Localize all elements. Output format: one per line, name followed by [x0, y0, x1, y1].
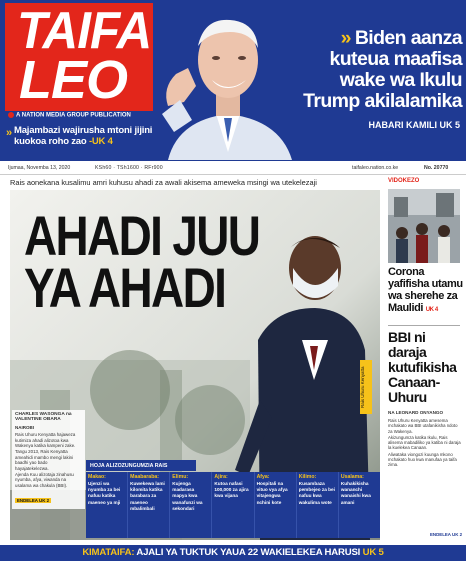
teaser-page-ref: -UK 4: [88, 136, 113, 147]
sidebar-photo-headline-text: Corona yafifisha utamu wa sherehe za Maulidi: [388, 266, 463, 314]
keypoint: [86, 472, 128, 538]
sidebar-paragraph: Aliwataka viongozi kuunga mkono mchakato huo kwa manufaa ya taifa zima.: [388, 451, 457, 468]
bottom-teaser-ref: UK 5: [362, 547, 384, 558]
bottom-teaser-text: AJALI YA TUKTUK YAUA 22 WAKIELEKEA HARUSI: [134, 547, 363, 558]
teaser-headline[interactable]: [14, 125, 154, 147]
sidebar-photo: [388, 189, 460, 263]
sidebar-story: [388, 418, 462, 469]
keypoint-body: Kutoa nafasi 100,000 za ajira kwa vijana: [214, 481, 249, 499]
keypoint-body: Hospitali na vituo vya afya vitajengwa nchini kote: [256, 481, 288, 505]
keypoint-head: Afya:: [256, 474, 270, 480]
keypoint: [297, 472, 339, 538]
logo[interactable]: [5, 3, 153, 111]
quote-icon: »: [6, 127, 13, 139]
sidebar-paragraph: Rais Uhuru Kenyatta amesema mchakato wa BBI utafanikisha ndoto za Wakenya.: [388, 418, 458, 434]
main-subheadline: Rais aonekana kusalimu amri kuhusu ahadi za awali akisema ameweka msingi wa utekelezaji: [10, 178, 317, 187]
sidebar-paragraph: Akizungumza katika Ikulu, Rais alisema mabadiliko ya katiba ni daraja la kuelekea Canaan.: [388, 434, 461, 451]
main-headline-line2[interactable]: YA AHADI: [24, 256, 226, 319]
website-link[interactable]: taifaleo.nation.co.ke: [352, 165, 399, 171]
publisher-text: A NATION MEDIA GROUP PUBLICATION: [16, 112, 131, 119]
issue-prices: KSh60 · TSh1600 · RFr900: [95, 165, 163, 171]
keypoint: [170, 472, 212, 538]
issue-number: No. 20770: [424, 165, 449, 171]
keypoint: [212, 472, 254, 538]
keypoint-body: Kuhakikisha wananchi wanaishi kwa amani: [340, 481, 371, 505]
keypoint: [339, 472, 380, 538]
publisher-line: [8, 112, 158, 119]
story-paragraph: Ajenda Kuu alizotaja zinahusu nyumba, afya, viwanda na usalama wa chakula (BBI).: [15, 472, 74, 488]
main-headline-line1[interactable]: AHADI JUU: [24, 204, 260, 267]
keypoint-body: Ujenzi wa nyumba za bei nafuu katika maeneo ya mji: [88, 481, 121, 505]
publisher-icon: [8, 112, 14, 118]
keypoint-head: Ajira:: [214, 474, 228, 480]
bottom-teaser-label: KIMATAIFA:: [82, 547, 135, 558]
page-footer-space: [0, 561, 466, 571]
date-bar: [0, 161, 466, 175]
lead-portrait-photo: [158, 2, 298, 160]
story-paragraph: Rais Uhuru Kenyatta hajaweza kutimiza ahadi alizotoa kwa Wakenya katika kampeni zake.: [15, 432, 76, 449]
keypoint: [128, 472, 170, 538]
bottom-teaser[interactable]: [0, 545, 466, 561]
main-story[interactable]: [12, 410, 85, 509]
keypoints-panel: [86, 472, 380, 538]
story-continue-link[interactable]: ENDELEA UK 2: [17, 498, 50, 504]
keypoint-body: Kujenga madarasa mapya kwa wanafunzi wa sekondari: [172, 481, 203, 511]
keypoint-body: Kuwekewa lami kilomita katika barabara za maeneo mbalimbali: [130, 481, 165, 511]
story-dateline: NAIROBI: [15, 424, 34, 430]
sidebar-byline: NA LEONARD ONYANGO: [388, 410, 444, 415]
teaser-text: Majambazi wajirusha mtoni jijini kuokoa roho zao: [14, 125, 153, 147]
sidebar-continue-link[interactable]: ENDELEA UK 2: [430, 532, 463, 537]
issue-date: Ijumaa, Novemba 13, 2020: [8, 165, 71, 171]
sidebar-photo-ref: UK 4: [425, 307, 438, 313]
keypoint-head: Kilimo:: [298, 474, 317, 480]
keypoint-head: Maabaraba:: [130, 474, 159, 480]
sidebar-photo-headline[interactable]: [388, 266, 464, 316]
lead-headline-text: Biden aanza kuteua maafisa wake wa Ikulu Trump akilalamika: [303, 27, 462, 112]
sidebar-headline[interactable]: BBI ni daraja kutufikisha Canaan-Uhuru: [388, 329, 457, 405]
keypoint: [255, 472, 297, 538]
keypoint-body: Kusambaza pembejeo za bei nafuu kwa wakulima wote: [298, 481, 335, 505]
keypoint-head: Usalama:: [340, 474, 364, 480]
lead-headline[interactable]: [290, 28, 462, 112]
portrait-illustration: [158, 2, 298, 160]
photo-caption: Rais Uhuru Kenyatta: [360, 360, 372, 414]
keypoints-title: HOJA ALIZOZUNGUMZIA RAIS: [86, 460, 196, 471]
sidebar-label: VIDOKEZO: [388, 178, 420, 184]
keypoint-head: Elimu:: [172, 474, 189, 480]
logo-line1: TAIFA: [17, 2, 152, 60]
logo-line2: LEO: [19, 50, 128, 110]
keypoint-head: Makao:: [88, 474, 106, 480]
story-paragraph: Tangu 2013, Rais Kenyatta ameahidi mambo mengi lakini baadhi yao bado hayajatekelezwa.: [15, 449, 74, 471]
sidebar-divider: [388, 325, 460, 326]
sidebar-photo-illustration: [388, 189, 460, 263]
lead-cta[interactable]: HABARI KAMILI UK 5: [368, 120, 460, 130]
quote-icon: »: [340, 27, 351, 49]
story-authors: CHARLES WASONGA na VALENTINE OBARA: [15, 412, 72, 423]
